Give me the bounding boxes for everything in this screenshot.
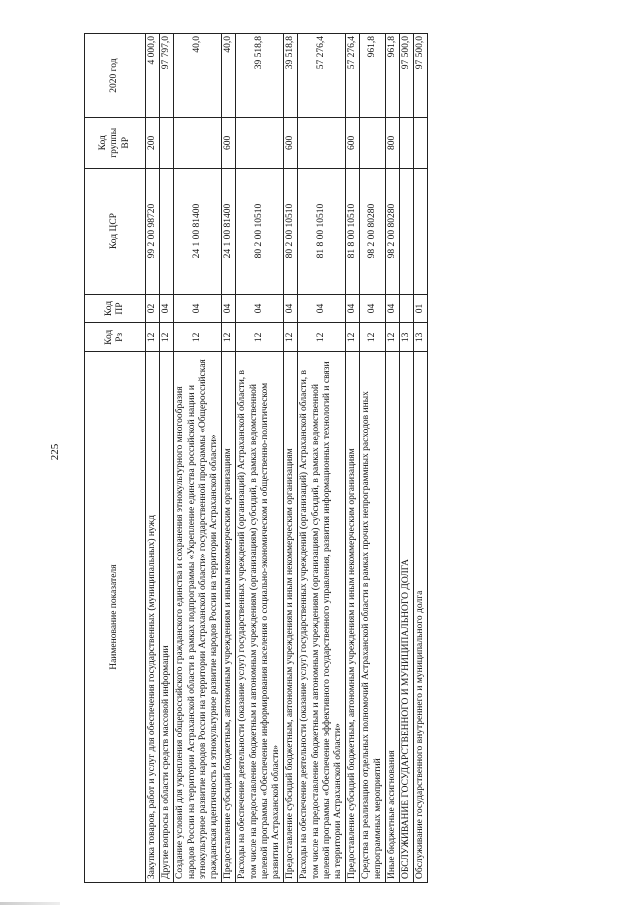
cell-rz: 12: [360, 323, 385, 352]
cell-vr: [400, 118, 414, 168]
table-row: [236, 34, 284, 883]
cell-csr: 81 8 00 10510: [298, 168, 346, 294]
page-number: 225: [49, 443, 61, 461]
cell-name: Расходы на обеспечение деятельности (оказание услуг) государственных учреждений (организаций) Астраханской области, в том числе на предоставление бюджетным и автономным учреждениям (организациям) субсидий, в рамках ведомственной целевой программы «Обеспечение эффективного государственного управления, развития информационных технологий и связи на территории Астраханской области»: [298, 352, 346, 883]
cell-name: ОБСЛУЖИВАНИЕ ГОСУДАРСТВЕННОГО И МУНИЦИПАЛЬНОГО ДОЛГА: [400, 352, 414, 883]
cell-vr: [174, 118, 222, 168]
cell-sum: 97 500,0: [400, 34, 414, 118]
cell-name: Другие вопросы в области средств массовой информации: [160, 352, 174, 883]
cell-rz: 13: [400, 323, 414, 352]
cell-vr: [414, 118, 428, 168]
cell-rz: 12: [174, 323, 222, 352]
header-vr: Код группы ВР: [85, 118, 146, 168]
cell-pr: 04: [222, 294, 236, 323]
table-row: [174, 34, 222, 883]
cell-rz: 12: [385, 323, 399, 352]
header-rz: Код Рз: [85, 323, 146, 352]
cell-pr: 02: [146, 294, 160, 323]
header-pr: Код ПР: [85, 294, 146, 323]
cell-vr: [360, 118, 385, 168]
table-row: [222, 34, 236, 883]
cell-sum: 97 797,0: [160, 34, 174, 118]
cell-vr: [236, 118, 284, 168]
cell-csr: 81 8 00 10510: [346, 168, 360, 294]
cell-vr: [160, 118, 174, 168]
cell-pr: 04: [360, 294, 385, 323]
cell-name: Предоставление субсидий бюджетным, автономным учреждениям и иным некоммерческим организациям: [222, 352, 236, 883]
cell-name: Предоставление субсидий бюджетным, автономным учреждениям и иным некоммерческим организациям: [284, 352, 298, 883]
cell-sum: 57 276,4: [346, 34, 360, 118]
cell-csr: 24 1 00 81400: [222, 168, 236, 294]
table-header-row: [85, 34, 146, 883]
cell-sum: 961,8: [360, 34, 385, 118]
cell-rz: 12: [298, 323, 346, 352]
cell-rz: 12: [236, 323, 284, 352]
cell-rz: 12: [346, 323, 360, 352]
cell-name: Средства на реализацию отдельных полномочий Астраханской области в рамках прочих непрограммных расходов иных непрограммных мероприятий: [360, 352, 385, 883]
budget-table: [84, 33, 428, 883]
cell-csr: 98 2 00 80280: [385, 168, 399, 294]
table-row: [400, 34, 414, 883]
cell-sum: 4 000,0: [146, 34, 160, 118]
cell-name: Обслуживание государственного внутреннего и муниципального долга: [414, 352, 428, 883]
cell-sum: 40,0: [222, 34, 236, 118]
cell-csr: 80 2 00 10510: [284, 168, 298, 294]
cell-sum: 39 518,8: [236, 34, 284, 118]
cell-vr: 800: [385, 118, 399, 168]
cell-pr: [400, 294, 414, 323]
cell-csr: 80 2 00 10510: [236, 168, 284, 294]
table-row: [146, 34, 160, 883]
header-name: Наименование показателя: [85, 352, 146, 883]
cell-name: Предоставление субсидий бюджетным, автономным учреждениям и иным некоммерческим организациям: [346, 352, 360, 883]
table-row: [160, 34, 174, 883]
cell-name: Расходы на обеспечение деятельности (оказание услуг) государственных учреждений (организаций) Астраханской области, в том числе на предоставление бюджетным и автономным учреждениям (организациям) субсидий, в рамках ведомственной целевой программы «Обеспечение информирования населения о социально-экономическом и общественно-политическом развитии Астраханской области»: [236, 352, 284, 883]
table-row: [414, 34, 428, 883]
cell-rz: 12: [146, 323, 160, 352]
cell-name: Иные бюджетные ассигнования: [385, 352, 399, 883]
cell-pr: 01: [414, 294, 428, 323]
cell-pr: 04: [385, 294, 399, 323]
cell-rz: 12: [284, 323, 298, 352]
cell-sum: 97 500,0: [414, 34, 428, 118]
cell-csr: [414, 168, 428, 294]
cell-sum: 961,8: [385, 34, 399, 118]
cell-pr: 04: [284, 294, 298, 323]
cell-vr: 600: [222, 118, 236, 168]
table-row: [284, 34, 298, 883]
cell-pr: 04: [174, 294, 222, 323]
cell-csr: 98 2 00 80280: [360, 168, 385, 294]
table-row: [298, 34, 346, 883]
cell-rz: 12: [160, 323, 174, 352]
cell-csr: [160, 168, 174, 294]
table-row: [360, 34, 385, 883]
cell-sum: 57 276,4: [298, 34, 346, 118]
cell-name: Создание условий для укрепления общероссийского гражданского единства и сохранения этнокультурного многообразия народов России на территории Астраханской области в рамках подпрограммы «Укрепление единства российской нации и этнокультурное развитие народов России на территории Астраханской области» государственной программы «Общероссийская гражданская идентичность и этнокультурное развитие народов России на территории Астраханской области»: [174, 352, 222, 883]
cell-csr: 24 1 00 81400: [174, 168, 222, 294]
cell-sum: 40,0: [174, 34, 222, 118]
cell-vr: 600: [346, 118, 360, 168]
cell-csr: [400, 168, 414, 294]
cell-pr: 04: [160, 294, 174, 323]
cell-pr: 04: [298, 294, 346, 323]
cell-vr: [298, 118, 346, 168]
cell-rz: 13: [414, 323, 428, 352]
cell-vr: 200: [146, 118, 160, 168]
table-row: [346, 34, 360, 883]
table-row: [385, 34, 399, 883]
rotated-page-content: [84, 33, 428, 883]
cell-rz: 12: [222, 323, 236, 352]
header-sum: 2020 год: [85, 34, 146, 118]
cell-pr: 04: [236, 294, 284, 323]
cell-csr: 99 2 00 98720: [146, 168, 160, 294]
cell-sum: 39 518,8: [284, 34, 298, 118]
cell-pr: 04: [346, 294, 360, 323]
header-csr: Код ЦСР: [85, 168, 146, 294]
cell-name: Закупка товаров, работ и услуг для обеспечения государственных (муниципальных) нужд: [146, 352, 160, 883]
cell-vr: 600: [284, 118, 298, 168]
